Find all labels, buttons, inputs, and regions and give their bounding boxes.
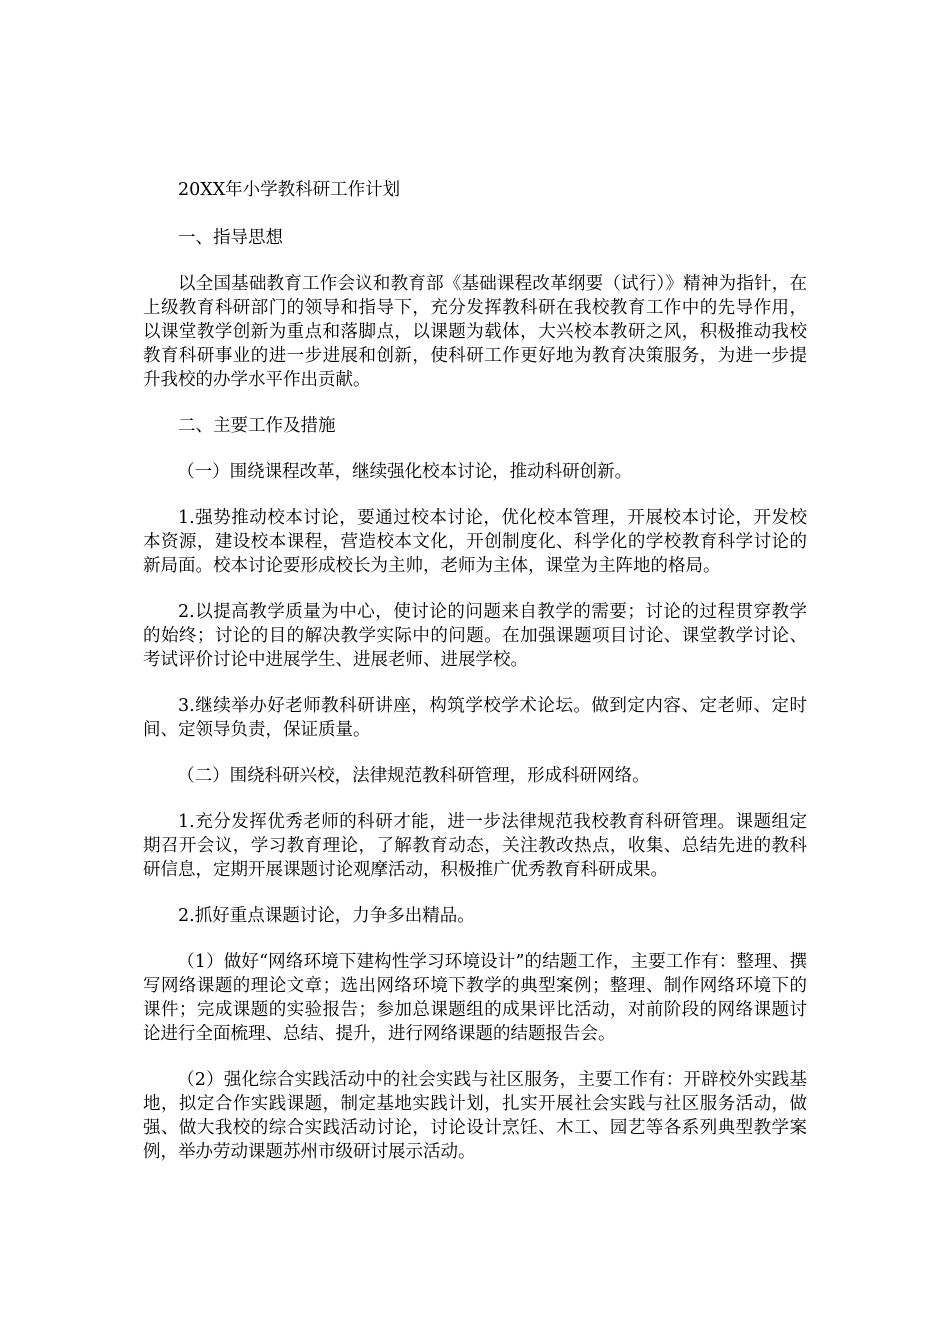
subsection-heading-1: （一）围绕课程改革，继续强化校本讨论，推动科研创新。	[177, 462, 633, 482]
paragraph-item-2-2-1: （1）做好“网络环境下建构性学习环境设计”的结题工作，主要工作有：整理、撰写网络课题的理论文章；选出网络环境下教学的典型案例；整理、制作网络环境下的课件；完成课题的实验报告；参加总课题组的成果评比活动，对前阶段的网络课题讨论进行全面梳理、总结、提升，进行网络课题的结题报告会。	[143, 952, 807, 1044]
document-body	[143, 178, 807, 1186]
subsection-heading-2: （二）围绕科研兴校，法律规范教科研管理，形成科研网络。	[177, 766, 650, 786]
paragraph-item-1-2: 2.以提高教学质量为中心，使讨论的问题来自教学的需要；讨论的过程贯穿教学的始终；讨论的目的解决教学实际中的问题。在加强课题项目讨论、课堂教学讨论、考试评价讨论中进展学生、进展老师、进展学校。	[143, 602, 807, 670]
section-heading-guiding-ideology: 一、指导思想	[178, 228, 283, 248]
document-title: 20XX年小学教科研工作计划	[178, 180, 401, 200]
paragraph-item-2-1: 1.充分发挥优秀老师的科研才能，进一步法律规范我校教育科研管理。课题组定期召开会议，学习教育理论，了解教育动态，关注教改热点，收集、总结先进的教科研信息，定期开展课题讨论观摩活动，积极推广优秀教育科研成果。	[143, 812, 807, 880]
paragraph-item-1-1: 1.强势推动校本讨论，要通过校本讨论，优化校本管理，开展校本讨论，开发校本资源，建设校本课程，营造校本文化，开创制度化、科学化的学校教育科学讨论的新局面。校本讨论要形成校长为主帅，老师为主体，课堂为主阵地的格局。	[143, 508, 807, 576]
paragraph-item-2-2: 2.抓好重点课题讨论，力争多出精品。	[178, 906, 475, 926]
paragraph-item-2-2-2: （2）强化综合实践活动中的社会实践与社区服务，主要工作有：开辟校外实践基地，拟定合作实践课题，制定基地实践计划，扎实开展社会实践与社区服务活动，做强、做大我校的综合实践活动讨论，讨论设计烹饪、木工、园艺等各系列典型教学案例，举办劳动课题苏州市级研讨展示活动。	[143, 1070, 807, 1162]
section-heading-main-work: 二、主要工作及措施	[178, 416, 336, 436]
paragraph-guiding-ideology: 以全国基础教育工作会议和教育部《基础课程改革纲要（试行）》精神为指针，在上级教育科研部门的领导和指导下，充分发挥教科研在我校教育工作中的先导作用，以课堂教学创新为重点和落脚点，以课题为载体，大兴校本教研之风，积极推动我校教育科研事业的进一步进展和创新，使科研工作更好地为教育决策服务，为进一步提升我校的办学水平作出贡献。	[143, 274, 807, 390]
paragraph-item-1-3: 3.继续举办好老师教科研讲座，构筑学校学术论坛。做到定内容、定老师、定时间、定领导负责，保证质量。	[143, 696, 807, 740]
